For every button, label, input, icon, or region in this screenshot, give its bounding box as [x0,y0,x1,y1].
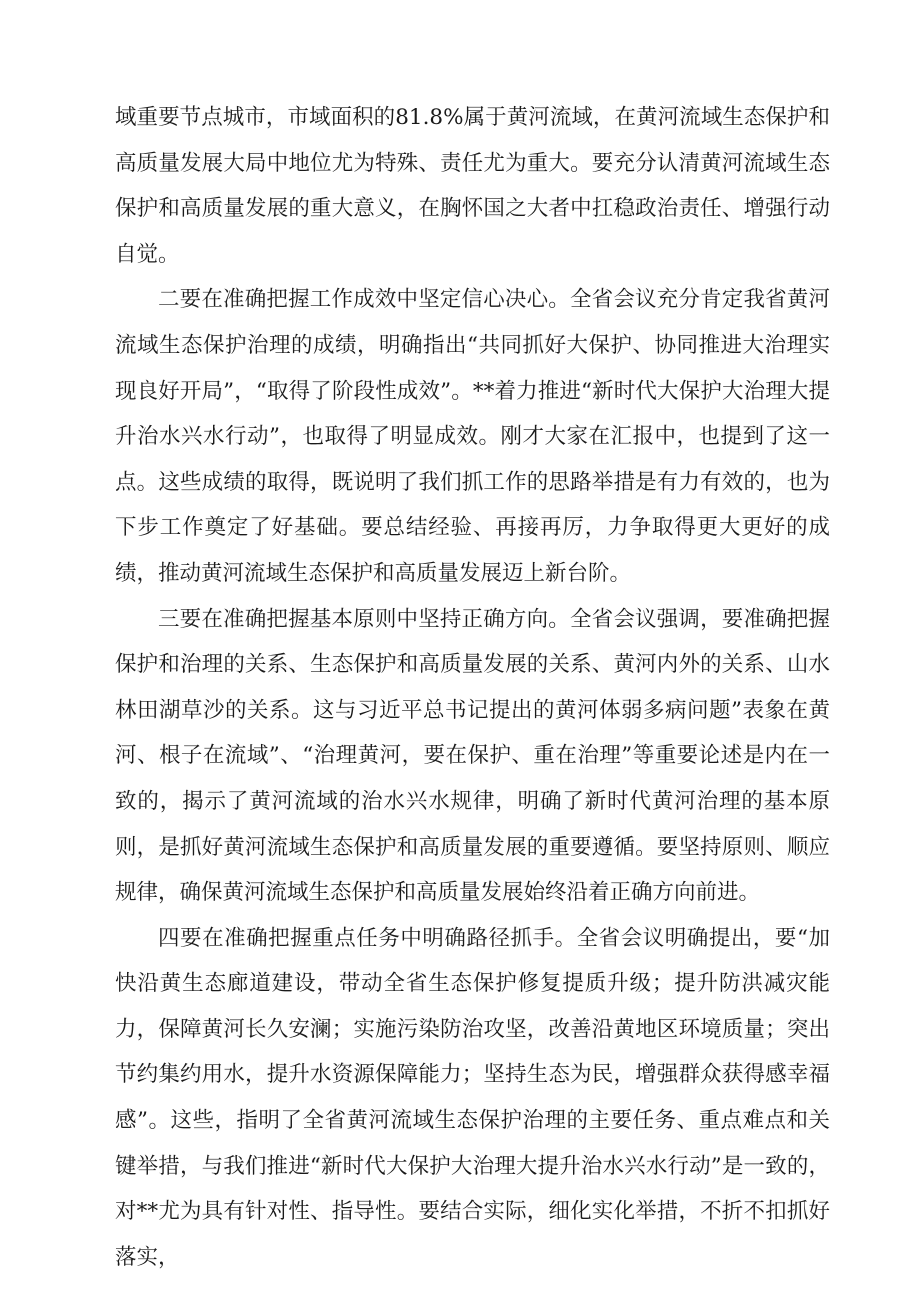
paragraph-continued: 域重要节点城市，市域面积的81.8%属于黄河流域，在黄河流域生态保护和高质量发展大局中地位尤为特殊、责任尤为重大。要充分认清黄河流域生态保护和高质量发展的重大意义，在胸怀国之大者中扛稳政治责任、增强行动自觉。 [115,105,830,267]
paragraph-point-two: 二要在准确把握工作成效中坚定信心决心。全省会议充分肯定我省黄河流域生态保护治理的成绩，明确指出“共同抓好大保护、协同推进大治理实现良好开局”，“取得了阶段性成效”。**着力推进“新时代大保护大治理大提升治水兴水行动”，也取得了明显成效。刚才大家在汇报中，也提到了这一点。这些成绩的取得，既说明了我们抓工作的思路举措是有力有效的，也为下步工作奠定了好基础。要总结经验、再接再厉，力争取得更大更好的成绩，推动黄河流域生态保护和高质量发展迈上新台阶。 [115,287,830,586]
paragraph-point-three: 三要在准确把握基本原则中坚持正确方向。全省会议强调，要准确把握保护和治理的关系、生态保护和高质量发展的关系、黄河内外的关系、山水林田湖草沙的关系。这与习近平总书记提出的黄河体弱多病问题”表象在黄河、根子在流域”、“治理黄河，要在保护、重在治理”等重要论述是内在一致的，揭示了黄河流域的治水兴水规律，明确了新时代黄河治理的基本原则，是抓好黄河流域生态保护和高质量发展的重要遵循。要坚持原则、顺应规律，确保黄河流域生态保护和高质量发展始终沿着正确方向前进。 [115,606,830,906]
paragraph-point-four: 四要在准确把握重点任务中明确路径抓手。全省会议明确提出，要“加快沿黄生态廊道建设，带动全省生态保护修复提质升级；提升防洪减灾能力，保障黄河长久安澜；实施污染防治攻坚，改善沿黄地区环境质量；突出节约集约用水，提升水资源保障能力；坚持生态为民，增强群众获得感幸福感”。这些，指明了全省黄河流域生态保护治理的主要任务、重点难点和关键举措，与我们推进“新时代大保护大治理大提升治水兴水行动”是一致的，对**尤为具有针对性、指导性。要结合实际，细化实化举措，不折不扣抓好落实， [115,925,830,1270]
document-body [115,95,830,1280]
